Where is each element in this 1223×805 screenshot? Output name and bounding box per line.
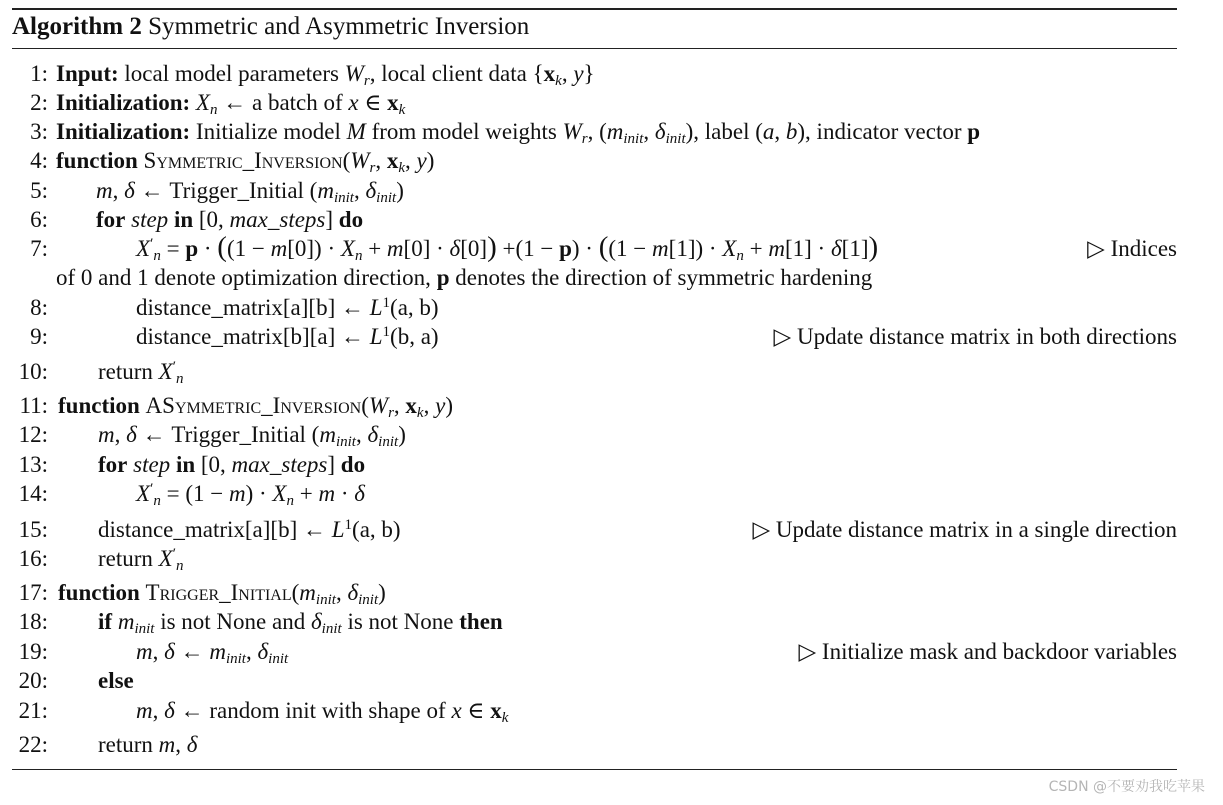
algo-line-12 bbox=[12, 420, 1177, 450]
line-body: return $X'_n$ bbox=[98, 546, 184, 574]
line-number: 17: bbox=[18, 580, 48, 605]
line-number: 1: bbox=[30, 61, 48, 86]
line-body: return m, δ bbox=[98, 732, 198, 757]
line-number: 10: bbox=[18, 359, 48, 384]
line-number: 13: bbox=[18, 452, 48, 477]
algo-line-9 bbox=[12, 322, 1177, 352]
line-body: if $m_{init}$ is not None and $\delta_{init}$ is not None then bbox=[98, 609, 503, 637]
line-body: distance_matrix[b][a] ← $L^1(b$, a) bbox=[136, 324, 439, 349]
line-number: 22: bbox=[18, 732, 48, 757]
line-body: distance_matrix[a][b] ← $L^1(a$, b) bbox=[98, 517, 401, 542]
algo-line-11 bbox=[12, 391, 1177, 421]
line-body: Input: local model parameters $W_r$, local client data {$x_k$, y} bbox=[56, 61, 595, 89]
line-comment: ▷ Indices bbox=[1087, 236, 1177, 261]
caption-title: Symmetric and Asymmetric Inversion bbox=[148, 13, 530, 40]
line-body: function $Trigger\_Initial(m_{init}$, $\delta_{init}$) bbox=[58, 580, 386, 608]
line-body: m, δ ← random init with shape of x ∈ $x_k$ bbox=[136, 698, 509, 726]
algo-line-8 bbox=[12, 293, 1177, 323]
algo-line-2 bbox=[12, 88, 1177, 118]
algo-line-13 bbox=[12, 450, 1177, 480]
line-number: 3: bbox=[30, 119, 48, 144]
algo-line-3 bbox=[12, 117, 1177, 147]
algo-line-20 bbox=[12, 666, 1177, 696]
caption-rule bbox=[12, 48, 1177, 49]
algo-line-7-continued bbox=[12, 263, 1177, 293]
algo-line-14 bbox=[12, 479, 1177, 509]
line-body: for step in [0, max_steps] do bbox=[98, 452, 366, 477]
algo-line-1 bbox=[12, 59, 1177, 89]
line-body: function $Symmetric\_Inversion(W_r$, $x_k$, y) bbox=[56, 148, 435, 176]
line-number: 8: bbox=[30, 295, 48, 320]
algo-line-15 bbox=[12, 515, 1177, 545]
line-body: for step in [0, max_steps] do bbox=[96, 207, 364, 232]
line-number: 15: bbox=[18, 517, 48, 542]
line-comment: ▷ Update distance matrix in both directions bbox=[773, 324, 1177, 349]
algo-line-17 bbox=[12, 578, 1177, 608]
algo-line-18 bbox=[12, 607, 1177, 637]
watermark: CSDN @不要劝我吃苹果 bbox=[1048, 779, 1205, 795]
algo-line-6 bbox=[12, 205, 1177, 235]
line-comment: ▷ Update distance matrix in a single direction bbox=[752, 517, 1177, 542]
line-number: 19: bbox=[18, 639, 48, 664]
line-body: of 0 and 1 denote optimization direction, p denotes the direction of symmetric hardening bbox=[56, 265, 873, 290]
line-number: 14: bbox=[18, 481, 48, 506]
algo-line-19 bbox=[12, 637, 1177, 667]
line-number: 18: bbox=[18, 609, 48, 634]
line-number: 4: bbox=[30, 148, 48, 173]
line-body: Initialization: $X_n$ ← a batch of x ∈ $x_k$ bbox=[56, 90, 406, 118]
line-body: distance_matrix[a][b] ← $L^1(a$, b) bbox=[136, 295, 439, 320]
line-number: 21: bbox=[18, 698, 48, 723]
line-number: 9: bbox=[30, 324, 48, 349]
line-number: 12: bbox=[18, 422, 48, 447]
line-number: 5: bbox=[30, 178, 48, 203]
line-number: 11: bbox=[19, 393, 48, 418]
line-body: Initialization: Initialize model M from model weights $W_r$, ($m_{init}$, $\delta_{init}$), label (a, b), indicator vector p bbox=[56, 119, 981, 147]
algo-line-16 bbox=[12, 544, 1177, 574]
algo-line-7 bbox=[12, 231, 1177, 264]
line-number: 6: bbox=[30, 207, 48, 232]
algo-line-21 bbox=[12, 696, 1177, 726]
line-body: return $X'_n$ bbox=[98, 359, 184, 387]
line-number: 16: bbox=[18, 546, 48, 571]
line-body: m, δ ← $m_{init}$, $\delta_{init}$ bbox=[136, 639, 289, 667]
algo-line-10 bbox=[12, 357, 1177, 387]
algo-line-22 bbox=[12, 730, 1177, 760]
line-number: 20: bbox=[18, 668, 48, 693]
bottom-rule bbox=[12, 769, 1177, 770]
algo-line-4 bbox=[12, 146, 1177, 176]
caption-label: Algorithm 2 bbox=[12, 13, 142, 40]
algorithm-caption bbox=[12, 10, 529, 44]
line-body: m, δ ← Trigger_Initial ($m_{init}$, $\delta_{init}$) bbox=[98, 422, 406, 450]
algo-line-5 bbox=[12, 176, 1177, 206]
line-body: $X'_n = (1 - m) \cdot X_n + m \cdot \delta$ bbox=[136, 481, 365, 509]
line-body: else bbox=[98, 668, 134, 693]
line-body: m, δ ← Trigger_Initial ($m_{init}$, $\delta_{init}$) bbox=[96, 178, 404, 206]
line-comment: ▷ Initialize mask and backdoor variables bbox=[798, 639, 1177, 664]
line-number: 7: bbox=[30, 236, 48, 261]
line-body: function $ASymmetric\_Inversion(W_r$, $x_k$, y) bbox=[58, 393, 453, 421]
line-number: 2: bbox=[30, 90, 48, 115]
line-body: $X'_n = p \cdot ((1 - m[0]) \cdot X_n + m[0] \cdot \delta[0]) +(1 - p) \cdot ((1 - m[1]) \cdot X_n + m[1] \cdot \delta[1])$ bbox=[136, 231, 879, 264]
